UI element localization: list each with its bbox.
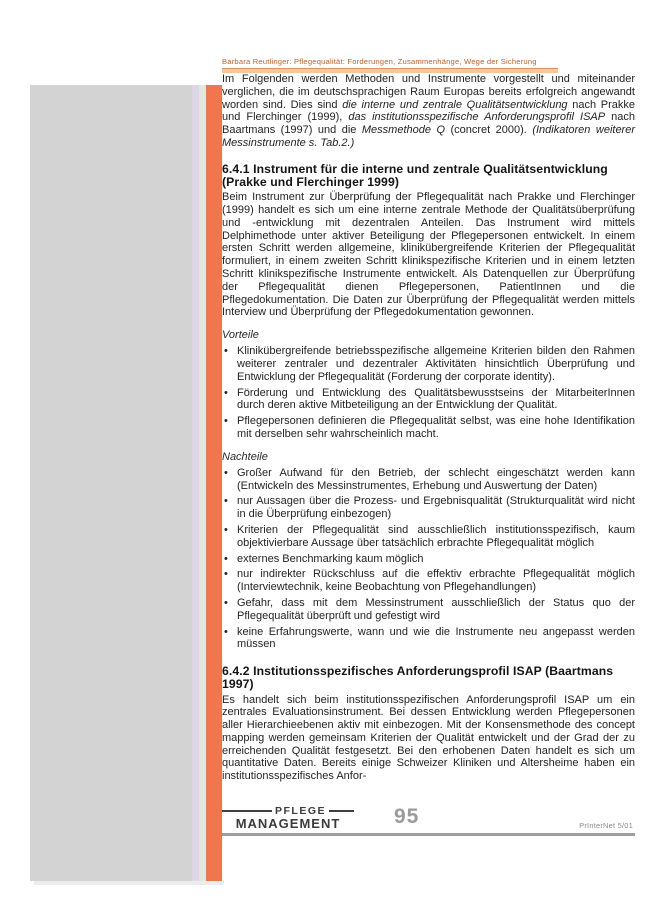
- orange-accent-bar: [206, 85, 222, 883]
- section-641-paragraph: Beim Instrument zur Überprüfung der Pflegequalität nach Prakke und Flerchinger (1999) handelt es sich um eine interne zentrale Methode der Qualitätsüberprüfung und -entwicklung mit dezentralen Anteilen. Das Instrument wird mittels Delphimethode unter aktiver Beteiligung der Pflegepersonen entwickelt. In einem ersten Schritt werden allgemeine, klinikübergreifende Kriterien der Pflegequalität formuliert, in einem zweiten Schritt klinikspezifische Kriterien und in einem letzten Schritt klinikspezifische Instrumente entwickelt. Als Datenquellen zur Überprüfung der Pflegequalität dienen Pflegepersonen, PatientInnen und die Pflegedokumentation. Die Daten zur Überprüfung der Pflegequalität werden mittels Interview und Überprüfung der Pflegedokumentation gewonnen.: [222, 191, 635, 319]
- left-gray-panel: [30, 85, 192, 881]
- section-642-paragraph: Es handelt sich beim institutionsspezifischen Anforderungsprofil ISAP um ein zentrales Evaluationsinstrument. Bei dessen Entwicklung werden Pflegepersonen aller Hierarchieebenen aktiv mit einbezogen. Mit der Konsensmethode des concept mapping werden gemeinsam Kriterien der Qualität entwickelt und der Grad der zu erreichenden Qualität festgesetzt. Bei den erhobenen Daten handelt es sich um quantitative Daten. Bereits einige Schweizer Kliniken und Altersheime haben ein institutionsspezifisches Anfor-: [222, 693, 635, 783]
- text-segment: Messmethode Q: [361, 124, 445, 137]
- list-item: • Förderung und Entwicklung des Qualitätsbewusstseins der MitarbeiterInnen durch deren aktive Mitbeteiligung an der Entwicklung der Qualität.: [222, 387, 635, 413]
- panel-shadow: [34, 881, 224, 885]
- text-segment: (concret 2000).: [445, 124, 533, 137]
- disadvantages-list: [222, 467, 635, 651]
- advantages-list: [222, 345, 635, 441]
- section-heading-642: 6.4.2 Institutionsspezifisches Anforderungsprofil ISAP (Baartmans 1997): [222, 664, 614, 692]
- list-item: • nur Aussagen über die Prozess- und Ergebnisqualität (Strukturqualität wird nicht in die Überprüfung einbezogen): [222, 495, 635, 521]
- list-item: • nur indirekter Rückschluss auf die effektiv erbrachte Pflegequalität möglich (Interviewtechnik, keine Beobachtung von Pflegehandlungen): [222, 568, 635, 594]
- running-header: Barbara Reutlinger: Pflegequalität: Forderungen, Zusammenhänge, Wege der Sicherung: [222, 57, 537, 66]
- page-content-column: [222, 57, 635, 840]
- intro-paragraph: [222, 73, 635, 150]
- lavender-strip: [192, 85, 199, 881]
- pflege-management-logo: [222, 805, 354, 831]
- issue-label: PrInterNet 5/01: [579, 821, 633, 831]
- logo-text-pflege: PFLEGE: [274, 805, 326, 818]
- logo-rule-left: [222, 810, 272, 812]
- list-item: • Kriterien der Pflegequalität sind ausschließlich institutionsspezifisch, kaum objektivierbare Aussage über tatsächlich erbrachte Pflegequalität möglich: [222, 524, 635, 550]
- list-item: • Pflegepersonen definieren die Pflegequalität selbst, was eine hohe Identifikation mit derselben sehr wahrscheinlich macht.: [222, 415, 635, 441]
- text-segment: (Indikatoren weiterer Messinstrumente s. Tab.2.): [222, 124, 636, 149]
- page-number: 95: [394, 805, 420, 829]
- text-segment: nach Baartmans (1997) und die: [222, 111, 635, 137]
- list-item: • externes Benchmarking kaum möglich: [222, 553, 635, 566]
- text-segment: die interne und zentrale Qualitätsentwicklung: [342, 98, 568, 111]
- mint-strip: [199, 85, 206, 881]
- page-footer: [222, 804, 635, 840]
- logo-rule-right: [329, 810, 354, 812]
- list-item: • keine Erfahrungswerte, wann und wie die Instrumente neu angepasst werden müssen: [222, 626, 635, 652]
- list-item: • Klinikübergreifende betriebsspezifische allgemeine Kriterien bilden den Rahmen weiterer zentraler und dezentraler Aktivitäten hinsichtlich Überprüfung und Entwicklung der Pflegequalität (Forderung der corporate identity).: [222, 345, 635, 383]
- text-segment: Im Folgenden werden Methoden und Instrumente vorgestellt und miteinander verglichen, die im deutschsprachigen Raum Europas bereits erfolgreich angewandt worden sind. Dies sind: [222, 73, 635, 111]
- list-item: • Großer Aufwand für den Betrieb, der schlecht eingeschätzt werden kann (Entwickeln des Messinstrumentes, Erhebung und Auswertung der Daten): [222, 467, 635, 493]
- section-heading-641: 6.4.1 Instrument für die interne und zentrale Qualitätsentwicklung (Prakke und Flerchinger 1999): [222, 161, 608, 189]
- footer-rule: [222, 833, 635, 836]
- text-segment: nach Prakke und Flerchinger (1999),: [222, 98, 635, 124]
- advantages-label: Vorteile: [222, 329, 259, 342]
- text-segment: das institutionsspezifische Anforderungsprofil ISAP: [348, 111, 606, 124]
- logo-text-management: MANAGEMENT: [235, 816, 341, 832]
- disadvantages-label: Nachteile: [222, 450, 268, 463]
- list-item: • Gefahr, dass mit dem Messinstrument ausschließlich der Status quo der Pflegequalität überprüft und gefestigt wird: [222, 597, 635, 623]
